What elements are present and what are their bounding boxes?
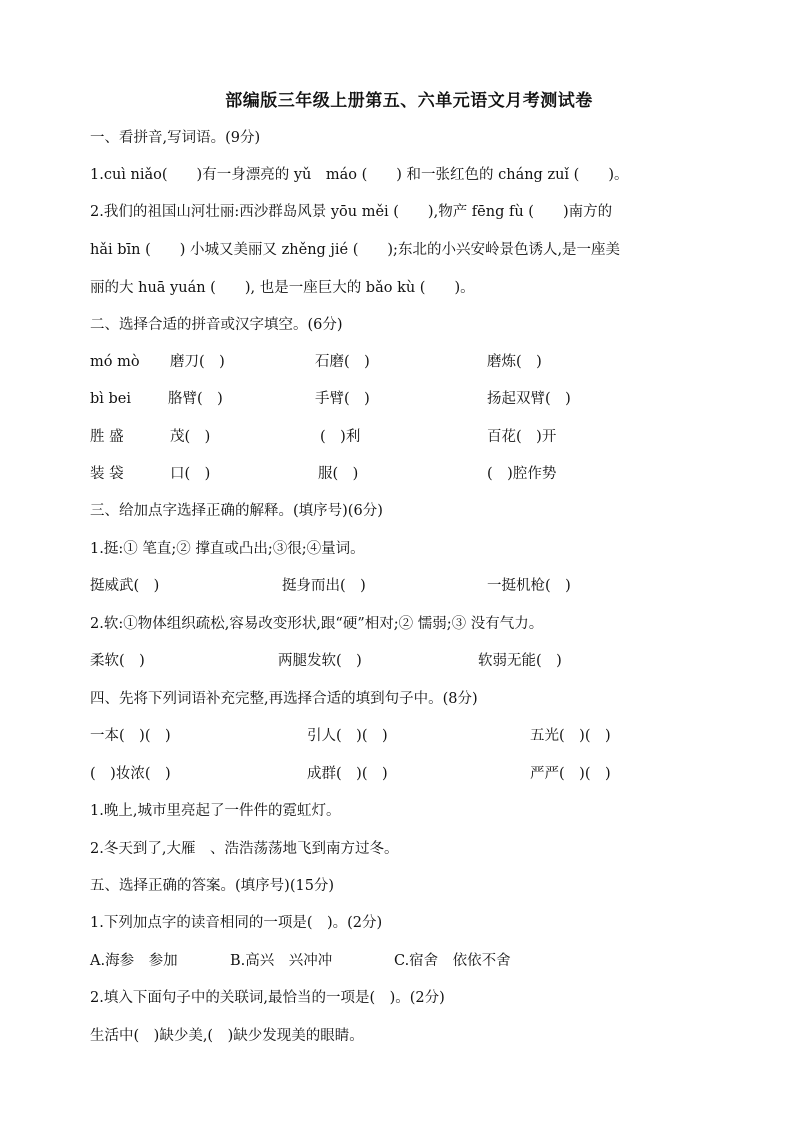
s5-q1-option-a: A.海参 参加	[90, 953, 178, 969]
s2-row-3-item-1: 茂( )	[170, 429, 211, 445]
s2-row-3-choices: 胜 盛	[90, 429, 124, 445]
section-1-line-4: 丽的大 huā yuán ( ), 也是一座巨大的 bǎo kù ( )。	[90, 280, 475, 296]
s2-row-2-item-3: 扬起双臂( )	[487, 391, 571, 407]
section-4-heading: 四、先将下列词语补充完整,再选择合适的填到句子中。(8分)	[90, 691, 478, 707]
s2-row-3-item-3: 百花( )开	[487, 429, 557, 445]
s2-row-3-item-2: ( )利	[320, 429, 361, 445]
section-1-line-3: hǎi bīn ( ) 小城又美丽又 zhěng jié ( );东北的小兴安岭景色诱人,是一座美	[90, 242, 621, 258]
s2-row-4-item-2: 服( )	[318, 466, 359, 482]
s4-word-3: 五光( )( )	[530, 728, 611, 744]
section-1-line-2: 2.我们的祖国山河壮丽:西沙群岛风景 yōu měi ( ),物产 fēng fù ( )南方的	[90, 204, 613, 220]
s2-row-2-item-1: 胳臂( )	[168, 391, 223, 407]
section-1-heading: 一、看拼音,写词语。(9分)	[90, 130, 261, 146]
s2-row-1-choices: mó mò	[90, 354, 140, 370]
section-4-sentence-1: 1.晚上,城市里亮起了一件件的霓虹灯。	[90, 803, 341, 819]
s4-word-6: 严严( )( )	[530, 766, 611, 782]
s2-row-4-item-1: 口( )	[170, 466, 211, 482]
s4-word-4: ( )妆浓( )	[90, 766, 171, 782]
section-5-question-1: 1.下列加点字的读音相同的一项是( )。(2分)	[90, 915, 383, 931]
s5-q1-option-c: C.宿舍 依依不舍	[394, 953, 511, 969]
s3-q1-item-2: 挺身而出( )	[282, 578, 366, 594]
section-5-question-2-sentence: 生活中( )缺少美,( )缺少发现美的眼睛。	[90, 1028, 364, 1044]
section-3-question-1: 1.挺:① 笔直;② 撑直或凸出;③很;④量词。	[90, 541, 365, 557]
s3-q2-item-1: 柔软( )	[90, 653, 145, 669]
s4-word-1: 一本( )( )	[90, 728, 171, 744]
s5-q1-option-b: B.高兴 兴冲冲	[230, 953, 333, 969]
s2-row-4-choices: 装 袋	[90, 466, 124, 482]
s3-q1-item-1: 挺威武( )	[90, 578, 160, 594]
s2-row-1-item-2: 石磨( )	[315, 354, 370, 370]
section-1-line-1: 1.cuì niǎo( )有一身漂亮的 yǔ máo ( ) 和一张红色的 cháng zuǐ ( )。	[90, 167, 629, 183]
page-title: 部编版三年级上册第五、六单元语文月考测试卷	[225, 91, 593, 111]
s2-row-4-item-3: ( )腔作势	[487, 466, 557, 482]
s2-row-1-item-3: 磨炼( )	[487, 354, 542, 370]
section-5-question-2: 2.填入下面句子中的关联词,最恰当的一项是( )。(2分)	[90, 990, 445, 1006]
s4-word-2: 引人( )( )	[307, 728, 388, 744]
s4-word-5: 成群( )( )	[307, 766, 388, 782]
s2-row-2-item-2: 手臂( )	[315, 391, 370, 407]
s2-row-1-item-1: 磨刀( )	[170, 354, 225, 370]
section-3-heading: 三、给加点字选择正确的解释。(填序号)(6分)	[90, 503, 383, 519]
s3-q2-item-2: 两腿发软( )	[278, 653, 362, 669]
s2-row-2-choices: bì bei	[90, 391, 132, 407]
section-3-question-2: 2.软:①物体组织疏松,容易改变形状,跟“硬”相对;② 懦弱;③ 没有气力。	[90, 616, 544, 632]
section-2-heading: 二、选择合适的拼音或汉字填空。(6分)	[90, 317, 343, 333]
section-5-heading: 五、选择正确的答案。(填序号)(15分)	[90, 878, 335, 894]
s3-q1-item-3: 一挺机枪( )	[487, 578, 571, 594]
section-4-sentence-2: 2.冬天到了,大雁 、浩浩荡荡地飞到南方过冬。	[90, 841, 399, 857]
s3-q2-item-3: 软弱无能( )	[478, 653, 562, 669]
